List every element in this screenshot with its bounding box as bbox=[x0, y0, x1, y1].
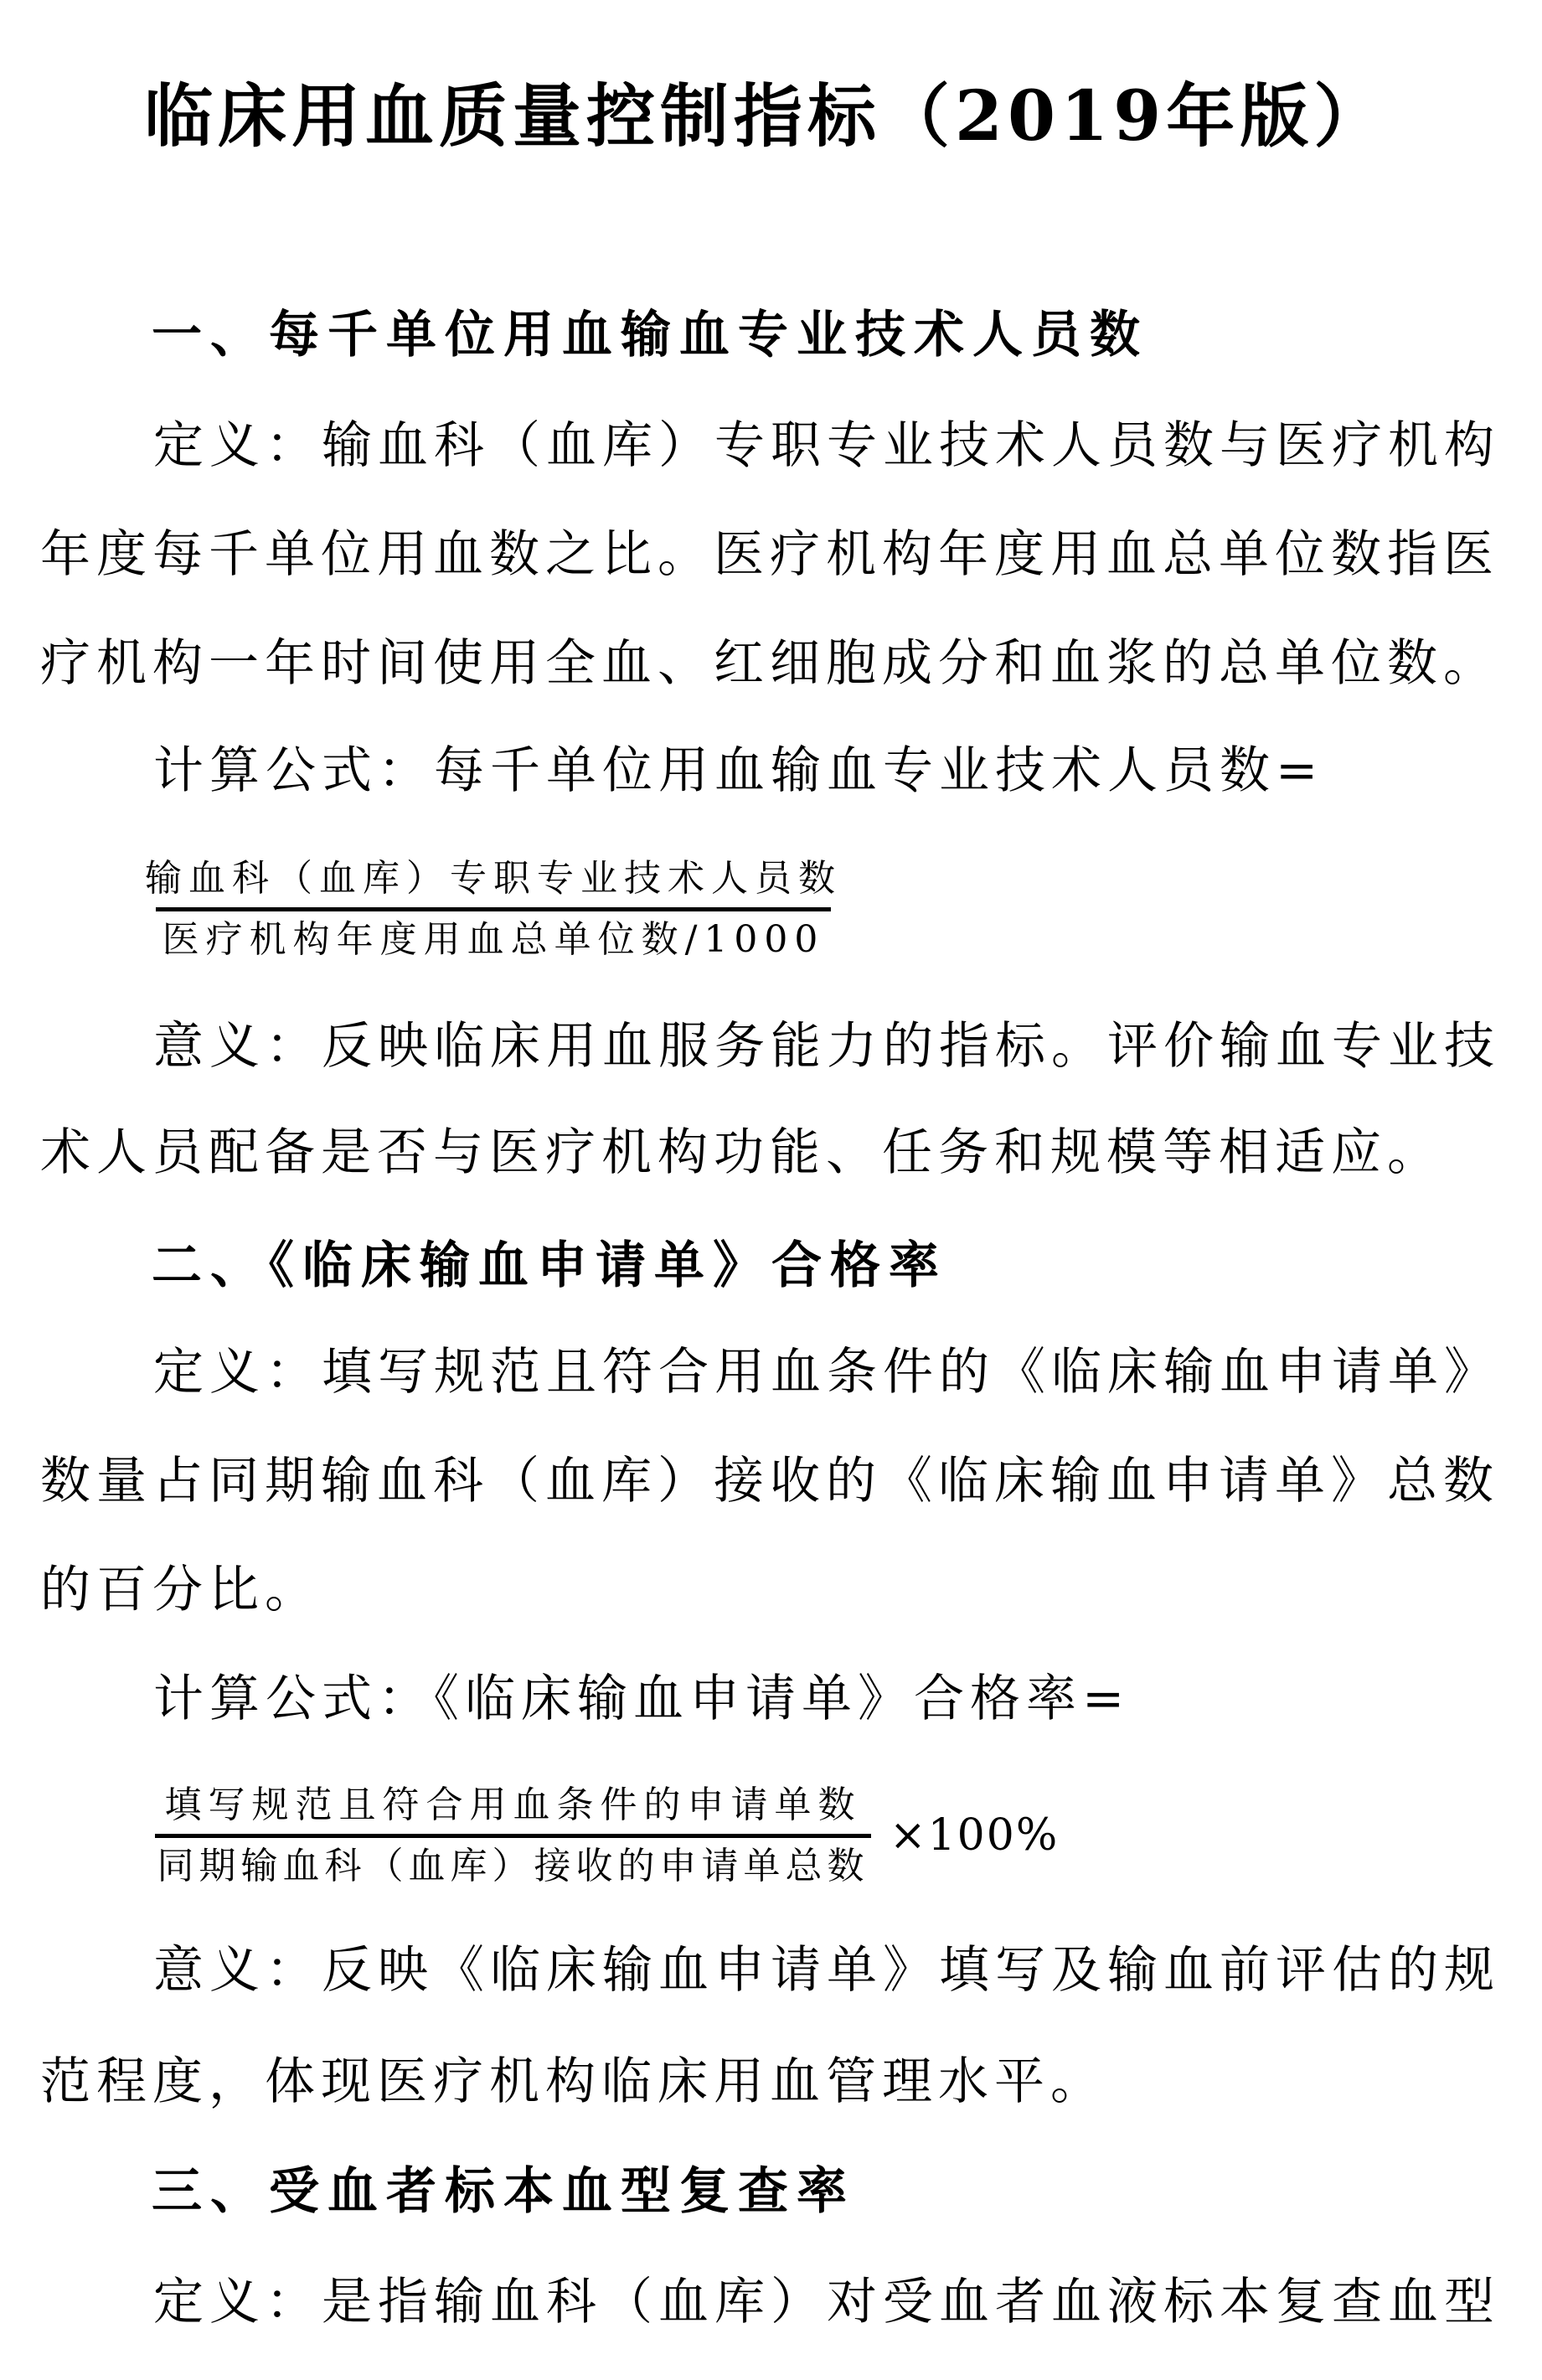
section-2-formula-numerator: 填写规范且符合用血条件的申请单数 bbox=[164, 1784, 862, 1826]
section-1-formula-denominator: 医疗机构年度用血总单位数/1000 bbox=[162, 918, 825, 961]
section-2-definition-line-1: 定义：填写规范且符合用血条件的《临床输血申请单》 bbox=[153, 1343, 1500, 1402]
section-1-formula-fraction bbox=[145, 857, 842, 961]
section-2-formula-fraction bbox=[155, 1784, 871, 1887]
section-1-definition-line-1: 定义：输血科（血库）专职专业技术人员数与医疗机构 bbox=[153, 416, 1500, 475]
section-2-definition-line-3: 的百分比。 bbox=[40, 1561, 321, 1619]
section-2-heading: 二、《临床输血申请单》合格率 bbox=[152, 1236, 947, 1295]
section-3-heading: 三、受血者标本血型复查率 bbox=[152, 2162, 855, 2221]
section-2-definition-line-2: 数量占同期输血科（血库）接收的《临床输血申请单》总数 bbox=[40, 1452, 1499, 1510]
section-1-definition-line-3: 疗机构一年时间使用全血、红细胞成分和血浆的总单位数。 bbox=[40, 634, 1499, 693]
section-1-significance-line-1: 意义：反映临床用血服务能力的指标。评价输血专业技 bbox=[153, 1017, 1500, 1076]
section-2-significance-line-2: 范程度，体现医疗机构临床用血管理水平。 bbox=[40, 2052, 1106, 2111]
section-2-formula-denominator: 同期输血科（血库）接收的申请单总数 bbox=[157, 1845, 869, 1887]
section-3-definition-line-1: 定义：是指输血科（血库）对受血者血液标本复查血型 bbox=[153, 2273, 1500, 2331]
section-1-formula-numerator: 输血科（血库）专职专业技术人员数 bbox=[145, 857, 842, 900]
document-title: 临床用血质量控制指标（2019年版） bbox=[144, 76, 1388, 157]
section-1-formula-label: 计算公式：每千单位用血输血专业技术人员数= bbox=[153, 741, 1324, 800]
section-2-significance-line-1: 意义：反映《临床输血申请单》填写及输血前评估的规 bbox=[153, 1941, 1500, 2000]
section-1-heading: 一、每千单位用血输血专业技术人员数 bbox=[152, 306, 1148, 364]
section-2-formula-label: 计算公式：《临床输血申请单》合格率= bbox=[153, 1670, 1131, 1728]
section-1-definition-line-2: 年度每千单位用血数之比。医疗机构年度用血总单位数指医 bbox=[40, 525, 1499, 584]
section-2-formula-multiplier: ×100% bbox=[890, 1810, 1060, 1861]
section-1-significance-line-2: 术人员配备是否与医疗机构功能、任务和规模等相适应。 bbox=[40, 1123, 1443, 1182]
